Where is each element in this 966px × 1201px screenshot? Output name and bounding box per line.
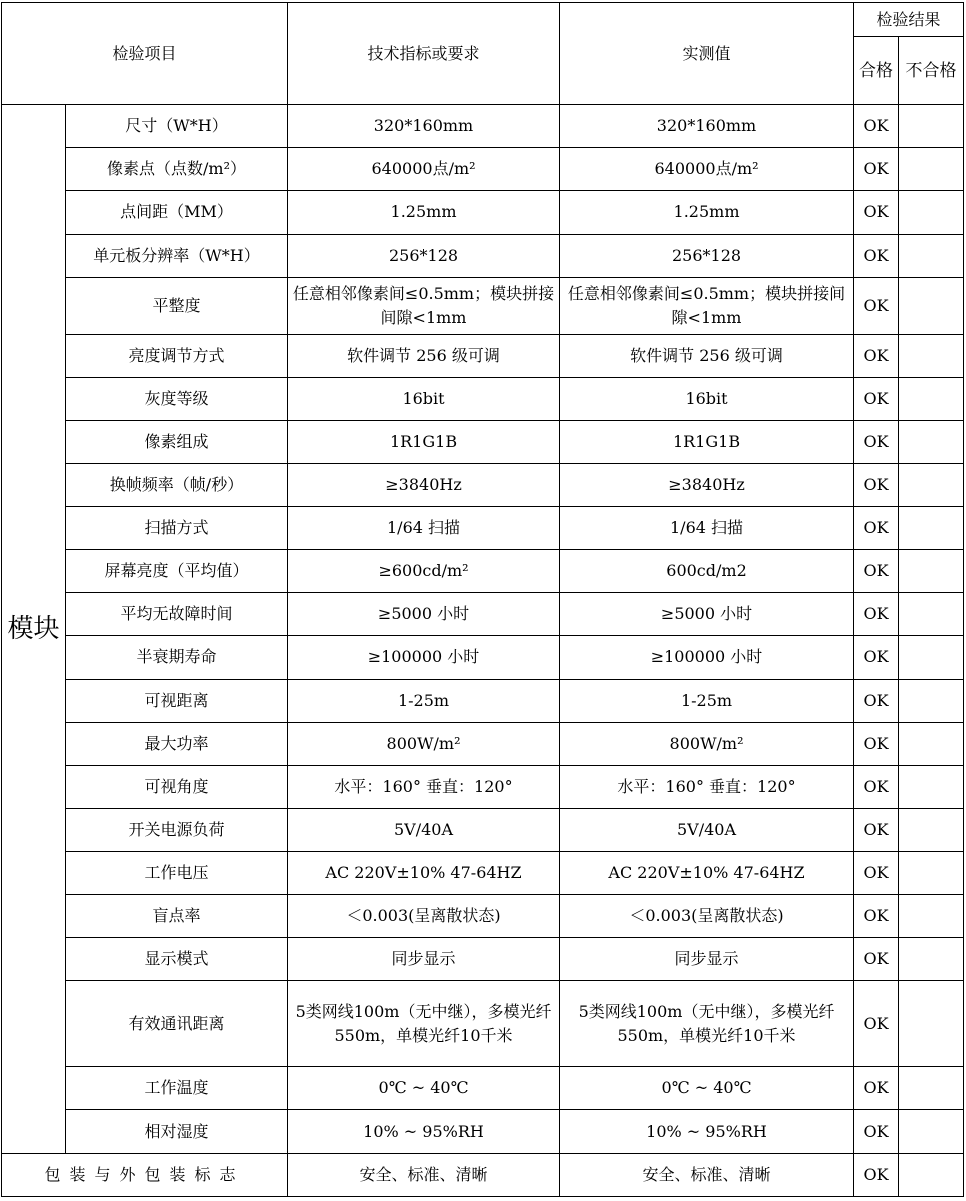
fail-cell (899, 679, 964, 722)
item-cell: 单元板分辨率（W*H） (66, 234, 288, 277)
fail-cell (899, 277, 964, 334)
item-cell: 平均无故障时间 (66, 593, 288, 636)
spec-cell: 800W/m² (288, 722, 560, 765)
measured-cell: 256*128 (560, 234, 854, 277)
item-cell: 屏幕亮度（平均值） (66, 550, 288, 593)
footer-measured: 安全、标准、清晰 (560, 1153, 854, 1196)
spec-cell: 1/64 扫描 (288, 507, 560, 550)
spec-cell: ≥100000 小时 (288, 636, 560, 679)
pass-cell: OK (854, 1110, 899, 1153)
table-row (2, 851, 964, 894)
inspection-table (1, 2, 964, 1197)
footer-pass: OK (854, 1153, 899, 1196)
pass-cell: OK (854, 851, 899, 894)
item-cell: 像素点（点数/m²） (66, 148, 288, 191)
fail-cell (899, 808, 964, 851)
measured-cell: 10% ~ 95%RH (560, 1110, 854, 1153)
fail-cell (899, 636, 964, 679)
spec-cell: 320*160mm (288, 105, 560, 148)
header-result: 检验结果 (854, 3, 964, 37)
pass-cell: OK (854, 234, 899, 277)
fail-cell (899, 765, 964, 808)
item-cell: 可视角度 (66, 765, 288, 808)
header-pass: 合格 (854, 37, 899, 105)
item-cell: 相对湿度 (66, 1110, 288, 1153)
measured-cell: 任意相邻像素间≤0.5mm；模块拼接间隙<1mm (560, 277, 854, 334)
fail-cell (899, 234, 964, 277)
item-cell: 像素组成 (66, 420, 288, 463)
table-row (2, 464, 964, 507)
measured-cell: 1.25mm (560, 191, 854, 234)
measured-cell: 5V/40A (560, 808, 854, 851)
pass-cell: OK (854, 1067, 899, 1110)
fail-cell (899, 593, 964, 636)
fail-cell (899, 191, 964, 234)
spec-cell: ＜0.003(呈离散状态) (288, 894, 560, 937)
fail-cell (899, 938, 964, 981)
item-cell: 工作电压 (66, 851, 288, 894)
spec-cell: 任意相邻像素间≤0.5mm；模块拼接间隙<1mm (288, 277, 560, 334)
fail-cell (899, 464, 964, 507)
table-row (2, 234, 964, 277)
measured-cell: ＜0.003(呈离散状态) (560, 894, 854, 937)
table-row (2, 277, 964, 334)
spec-cell: 1-25m (288, 679, 560, 722)
spec-cell: 1.25mm (288, 191, 560, 234)
measured-cell: AC 220V±10% 47-64HZ (560, 851, 854, 894)
spec-cell: 640000点/m² (288, 148, 560, 191)
fail-cell (899, 1110, 964, 1153)
measured-cell: 1/64 扫描 (560, 507, 854, 550)
measured-cell: ≥100000 小时 (560, 636, 854, 679)
pass-cell: OK (854, 550, 899, 593)
measured-cell: ≥5000 小时 (560, 593, 854, 636)
measured-cell: 同步显示 (560, 938, 854, 981)
pass-cell: OK (854, 679, 899, 722)
spec-cell: 软件调节 256 级可调 (288, 334, 560, 377)
measured-cell: 640000点/m² (560, 148, 854, 191)
fail-cell (899, 507, 964, 550)
table-row (2, 938, 964, 981)
spec-cell: 1R1G1B (288, 420, 560, 463)
table-row (2, 1067, 964, 1110)
pass-cell: OK (854, 148, 899, 191)
table-row (2, 894, 964, 937)
pass-cell: OK (854, 420, 899, 463)
header-measured: 实测值 (560, 3, 854, 105)
fail-cell (899, 148, 964, 191)
spec-cell: ≥3840Hz (288, 464, 560, 507)
table-row (2, 722, 964, 765)
spec-cell: 水平：160° 垂直：120° (288, 765, 560, 808)
measured-cell: 5类网线100m（无中继），多模光纤550m，单模光纤10千米 (560, 981, 854, 1067)
table-row (2, 507, 964, 550)
spec-cell: AC 220V±10% 47-64HZ (288, 851, 560, 894)
table-row (2, 334, 964, 377)
table-row (2, 420, 964, 463)
fail-cell (899, 851, 964, 894)
table-row (2, 636, 964, 679)
pass-cell: OK (854, 191, 899, 234)
pass-cell: OK (854, 277, 899, 334)
fail-cell (899, 420, 964, 463)
group-label: 模块 (2, 105, 66, 1153)
table-row (2, 1110, 964, 1153)
item-cell: 灰度等级 (66, 377, 288, 420)
fail-cell (899, 1067, 964, 1110)
measured-cell: 16bit (560, 377, 854, 420)
pass-cell: OK (854, 938, 899, 981)
measured-cell: ≥3840Hz (560, 464, 854, 507)
fail-cell (899, 377, 964, 420)
spec-cell: 256*128 (288, 234, 560, 277)
table-row (2, 377, 964, 420)
measured-cell: 320*160mm (560, 105, 854, 148)
fail-cell (899, 722, 964, 765)
fail-cell (899, 105, 964, 148)
fail-cell (899, 981, 964, 1067)
measured-cell: 1-25m (560, 679, 854, 722)
pass-cell: OK (854, 765, 899, 808)
item-cell: 显示模式 (66, 938, 288, 981)
footer-spec: 安全、标准、清晰 (288, 1153, 560, 1196)
item-cell: 工作温度 (66, 1067, 288, 1110)
table-row (2, 148, 964, 191)
header-item: 检验项目 (2, 3, 288, 105)
measured-cell: 1R1G1B (560, 420, 854, 463)
table-row (2, 981, 964, 1067)
pass-cell: OK (854, 981, 899, 1067)
spec-cell: 5V/40A (288, 808, 560, 851)
spec-cell: 16bit (288, 377, 560, 420)
footer-row (2, 1153, 964, 1196)
pass-cell: OK (854, 334, 899, 377)
measured-cell: 0℃ ~ 40℃ (560, 1067, 854, 1110)
pass-cell: OK (854, 377, 899, 420)
item-cell: 盲点率 (66, 894, 288, 937)
item-cell: 平整度 (66, 277, 288, 334)
table-row (2, 191, 964, 234)
header-spec: 技术指标或要求 (288, 3, 560, 105)
header-fail: 不合格 (899, 37, 964, 105)
table-row (2, 679, 964, 722)
pass-cell: OK (854, 636, 899, 679)
item-cell: 有效通讯距离 (66, 981, 288, 1067)
pass-cell: OK (854, 464, 899, 507)
measured-cell: 软件调节 256 级可调 (560, 334, 854, 377)
table-row (2, 550, 964, 593)
item-cell: 点间距（MM） (66, 191, 288, 234)
fail-cell (899, 334, 964, 377)
spec-cell: 10% ~ 95%RH (288, 1110, 560, 1153)
pass-cell: OK (854, 722, 899, 765)
pass-cell: OK (854, 593, 899, 636)
fail-cell (899, 894, 964, 937)
item-cell: 扫描方式 (66, 507, 288, 550)
item-cell: 半衰期寿命 (66, 636, 288, 679)
pass-cell: OK (854, 894, 899, 937)
item-cell: 换帧频率（帧/秒） (66, 464, 288, 507)
spec-cell: 同步显示 (288, 938, 560, 981)
spec-cell: ≥5000 小时 (288, 593, 560, 636)
pass-cell: OK (854, 105, 899, 148)
item-cell: 开关电源负荷 (66, 808, 288, 851)
footer-fail (899, 1153, 964, 1196)
measured-cell: 600cd/m2 (560, 550, 854, 593)
measured-cell: 800W/m² (560, 722, 854, 765)
table-row (2, 808, 964, 851)
pass-cell: OK (854, 507, 899, 550)
measured-cell: 水平：160° 垂直：120° (560, 765, 854, 808)
table-row (2, 105, 964, 148)
item-cell: 尺寸（W*H） (66, 105, 288, 148)
item-cell: 可视距离 (66, 679, 288, 722)
spec-cell: 5类网线100m（无中继），多模光纤550m，单模光纤10千米 (288, 981, 560, 1067)
table-row (2, 765, 964, 808)
fail-cell (899, 550, 964, 593)
item-cell: 亮度调节方式 (66, 334, 288, 377)
item-cell: 最大功率 (66, 722, 288, 765)
pass-cell: OK (854, 808, 899, 851)
table-row (2, 593, 964, 636)
spec-cell: ≥600cd/m² (288, 550, 560, 593)
footer-item: 包装与外包装标志 (2, 1153, 288, 1196)
spec-cell: 0℃ ~ 40℃ (288, 1067, 560, 1110)
